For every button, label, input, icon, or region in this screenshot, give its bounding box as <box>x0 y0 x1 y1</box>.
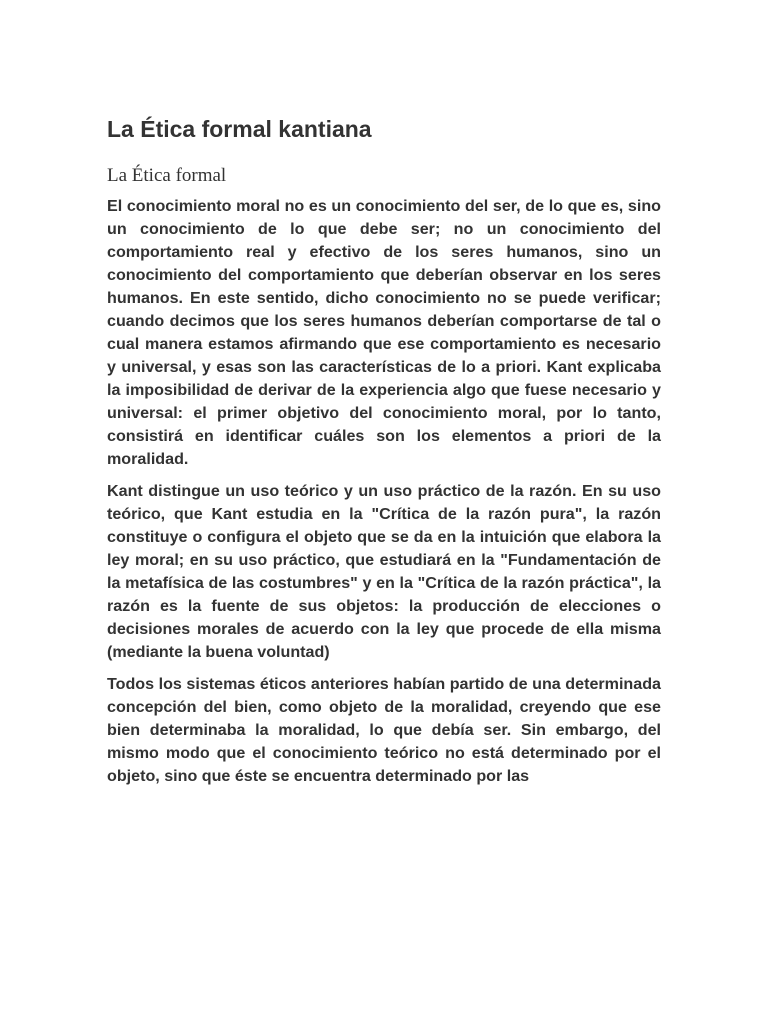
paragraph-3: Todos los sistemas éticos anteriores habían partido de una determinada concepción del bien, como objeto de la moralidad, creyendo que ese bien determinaba la moralidad, lo que debía ser. Sin embargo, del mismo modo que el conocimiento teórico no está determinado por el objeto, sino que éste se encuentra determinado por las <box>107 675 661 785</box>
document-subtitle: La Ética formal <box>107 165 227 186</box>
paragraph-2: Kant distingue un uso teórico y un uso práctico de la razón. En su uso teórico, que Kant estudia en la "Crítica de la razón pura", la razón constituye o configura el objeto que se da en la intuición que elabora la ley moral; en su uso práctico, que estudiará en la "Fundamentación de la metafísica de las costumbres" y en la "Crítica de la razón práctica", la razón es la fuente de sus objetos: la producción de elecciones o decisiones morales de acuerdo con la ley que procede de ella misma (mediante la buena voluntad) <box>107 482 661 661</box>
document-title: La Ética formal kantiana <box>107 116 372 142</box>
document-page <box>107 0 661 788</box>
paragraph-1: El conocimiento moral no es un conocimiento del ser, de lo que es, sino un conocimiento de lo que debe ser; no un conocimiento del comportamiento real y efectivo de los seres humanos, sino un conocimiento del comportamiento que deberían observar en los seres humanos. En este sentido, dicho conocimiento no se puede verificar; cuando decimos que los seres humanos deberían comportarse de tal o cual manera estamos afirmando que ese comportamiento es necesario y universal, y esas son las características de lo a priori. Kant explicaba la imposibilidad de derivar de la experiencia algo que fuese necesario y universal: el primer objetivo del conocimiento moral, por lo tanto, consistirá en identificar cuáles son los elementos a priori de la moralidad. <box>107 197 661 468</box>
